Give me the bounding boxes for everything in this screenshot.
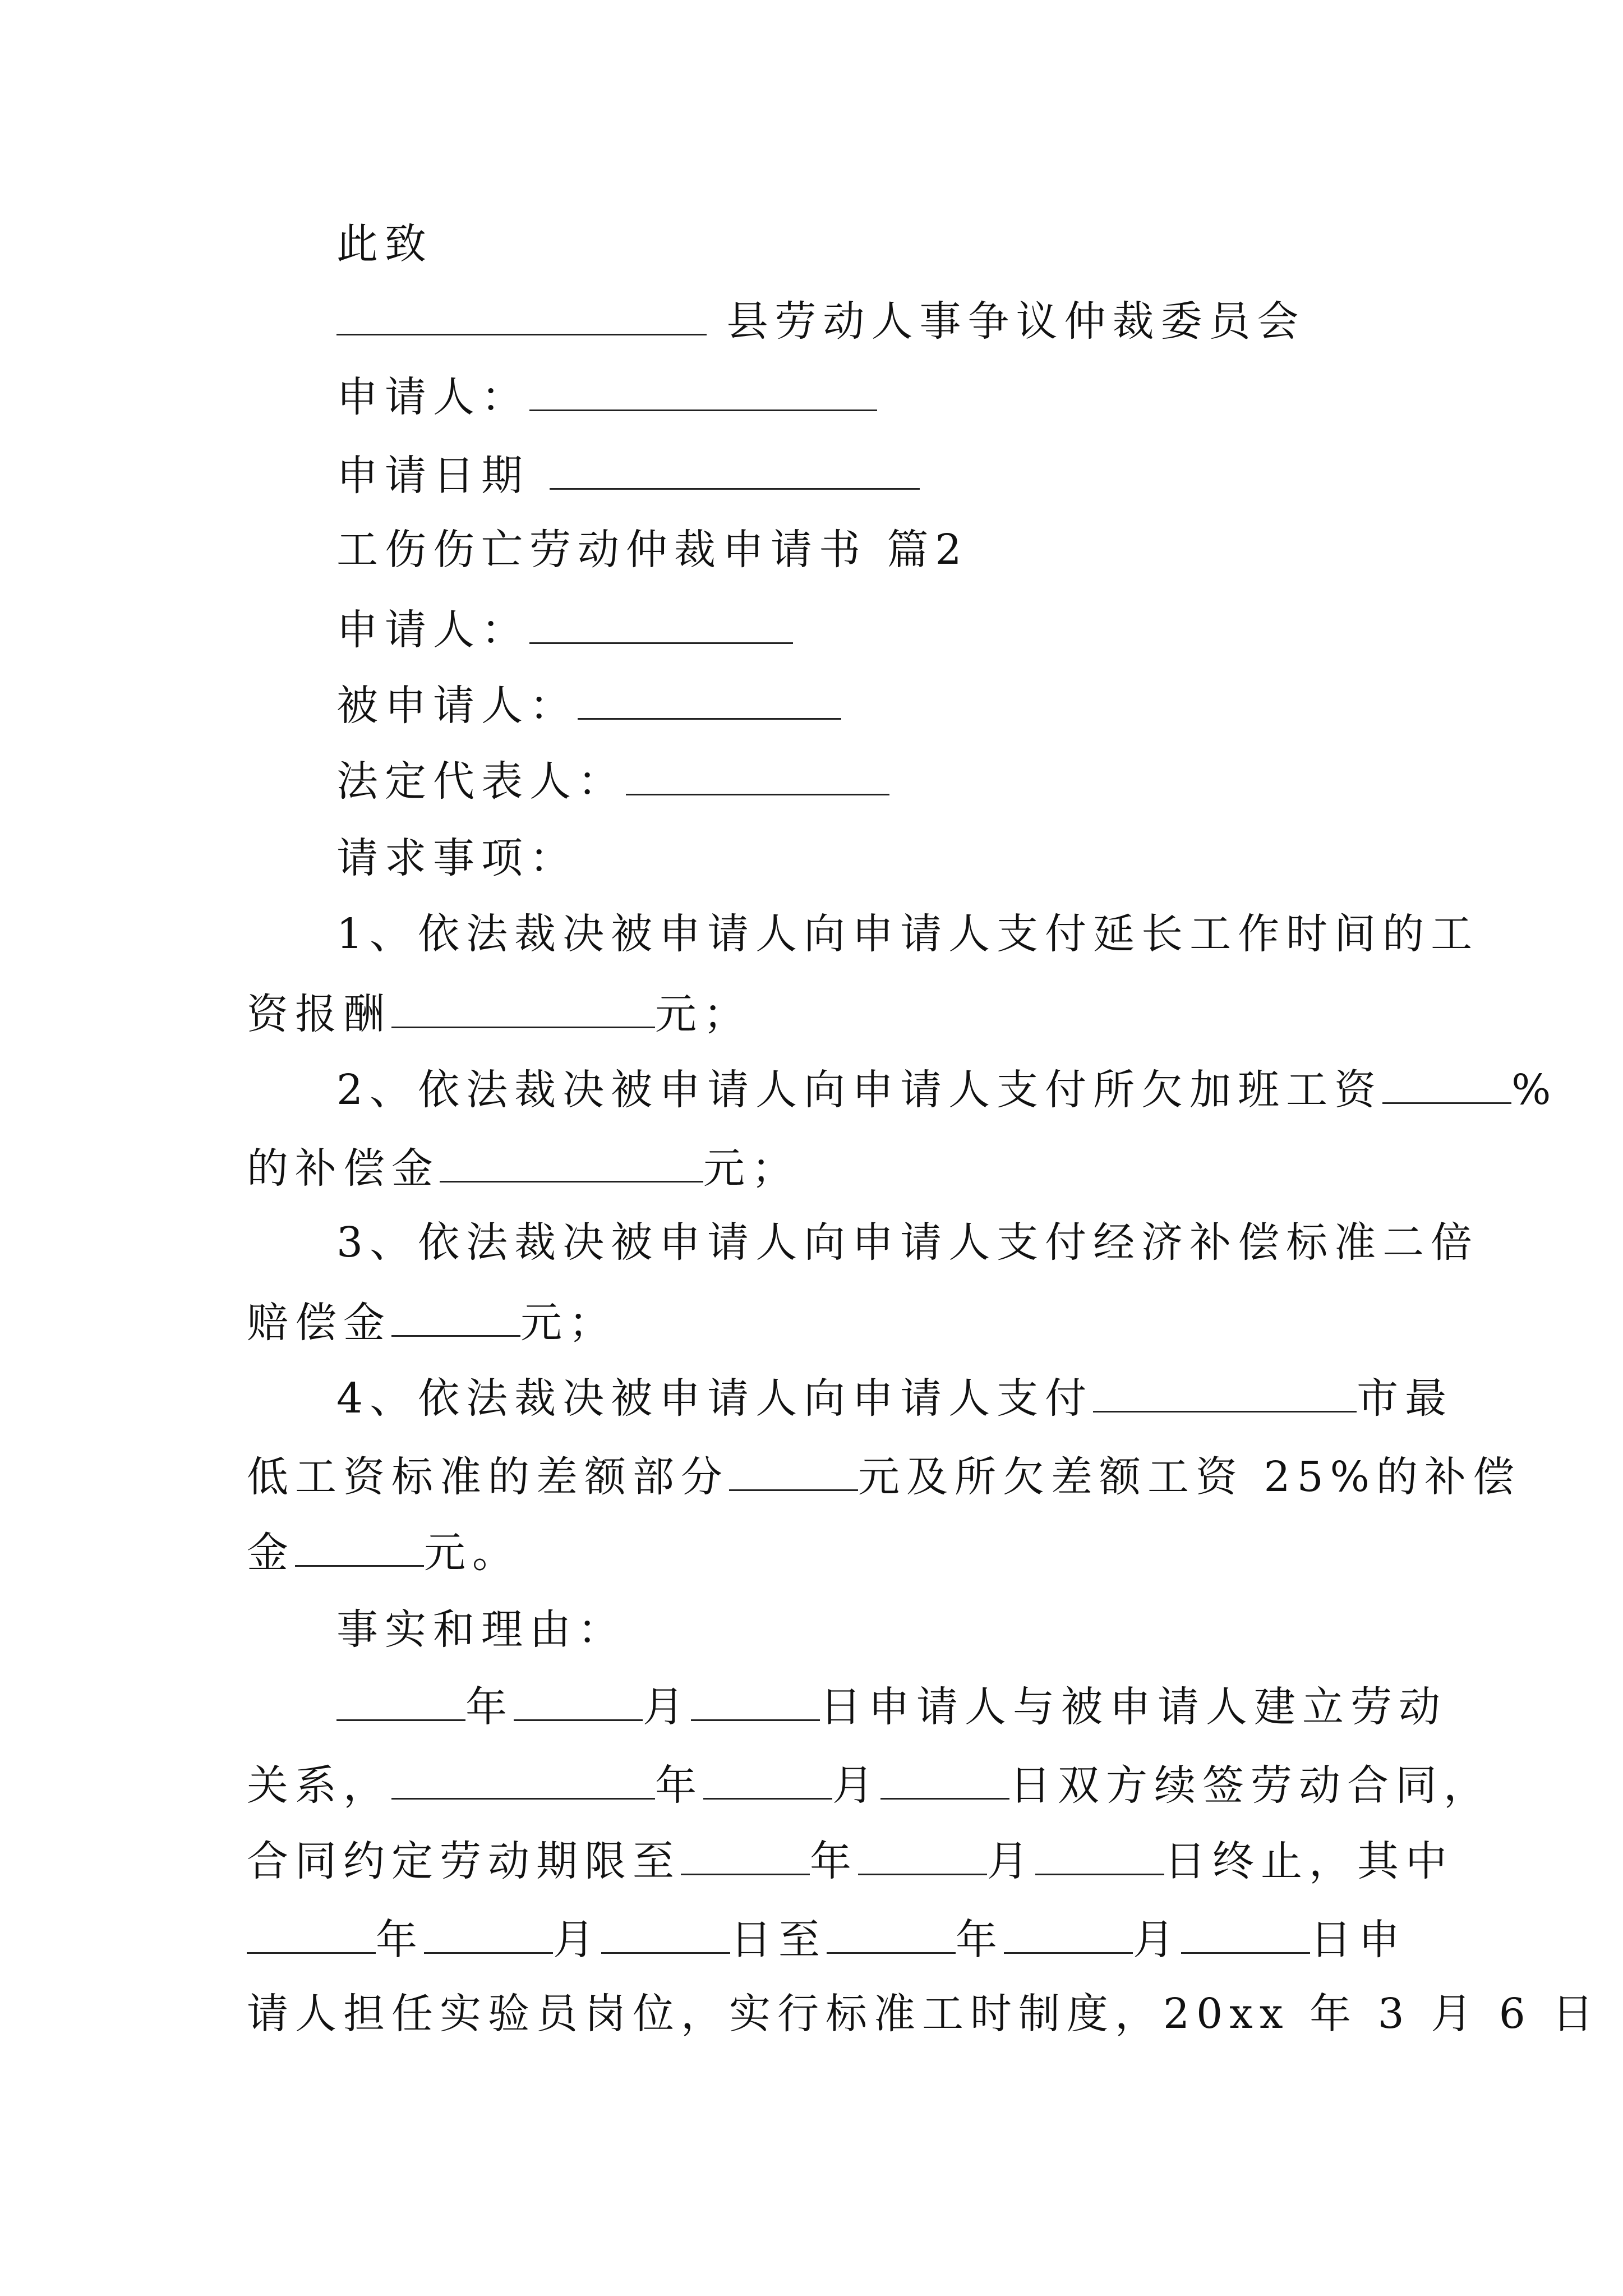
claim-1-line-1: 1、依法裁决被申请人向申请人支付延长工作时间的工: [336, 910, 1479, 958]
blank: [880, 1753, 1009, 1800]
blank: [703, 1753, 832, 1800]
claim-4-line-1: 4、依法裁决被申请人向申请人支付 市最: [336, 1366, 1453, 1429]
facts-line-3: 合同约定劳动期限至 年 月 日终止，其中: [247, 1829, 1454, 1892]
blank: [529, 365, 877, 411]
facts-line-5: 请人担任实验员岗位，实行标准工时制度，20xx 年 3 月 6 日: [247, 1990, 1601, 2038]
blank: [626, 749, 889, 795]
claims-heading: 请求事项：: [336, 834, 578, 882]
applicant-line: 申请人：: [336, 597, 793, 661]
claim-1-line-2: 资报酬 元；: [247, 982, 751, 1045]
blank: [729, 1444, 858, 1491]
committee-line: 县劳动人事争议仲裁委员会: [336, 289, 1306, 352]
claim-2-line-2: 的补偿金 元；: [247, 1136, 800, 1199]
blank: [529, 597, 793, 644]
blank: [1181, 1907, 1310, 1954]
blank: [691, 1674, 820, 1721]
legal-representative-line: 法定代表人：: [336, 749, 889, 812]
facts-heading: 事实和理由：: [336, 1605, 626, 1654]
section-heading: 工伤伤亡劳动仲裁申请书 篇2: [336, 526, 969, 574]
blank: [1004, 1907, 1133, 1954]
blank: [391, 982, 655, 1028]
blank: [550, 443, 920, 490]
claim-3-line-2: 赔偿金 元；: [247, 1290, 617, 1354]
blank: [681, 1829, 810, 1875]
blank: [578, 673, 841, 720]
blank: [827, 1907, 956, 1954]
blank: [440, 1136, 703, 1182]
blank: [858, 1829, 987, 1875]
claim-4-line-3: 金 元。: [247, 1520, 520, 1584]
blank: [601, 1907, 730, 1954]
application-date-line: 申请日期: [336, 443, 920, 507]
facts-line-1: 年 月 日申请人与被申请人建立劳动: [336, 1674, 1447, 1738]
blank: [295, 1520, 424, 1567]
claim-2-line-1: 2、依法裁决被申请人向申请人支付所欠加班工资 %: [336, 1057, 1557, 1121]
blank: [247, 1907, 376, 1954]
facts-line-2: 关系， 年 月 日双方续签劳动合同，: [247, 1753, 1492, 1816]
blank: [336, 289, 707, 335]
claim-4-line-2: 低工资标准的差额部分 元及所欠差额工资 25%的补偿: [247, 1444, 1521, 1508]
blank: [424, 1907, 553, 1954]
blank: [1382, 1057, 1511, 1104]
blank: [391, 1753, 655, 1800]
blank: [1093, 1366, 1357, 1412]
blank: [1035, 1829, 1164, 1875]
facts-line-4: 年 月 日至 年 月 日申: [247, 1907, 1407, 1971]
blank: [336, 1674, 465, 1721]
applicant-signature-line: 申请人：: [336, 365, 877, 428]
salutation: 此致: [336, 220, 433, 268]
blank: [514, 1674, 643, 1721]
respondent-line: 被申请人：: [336, 673, 841, 737]
blank: [391, 1290, 520, 1337]
claim-3-line-1: 3、依法裁决被申请人向申请人支付经济补偿标准二倍: [336, 1218, 1479, 1267]
